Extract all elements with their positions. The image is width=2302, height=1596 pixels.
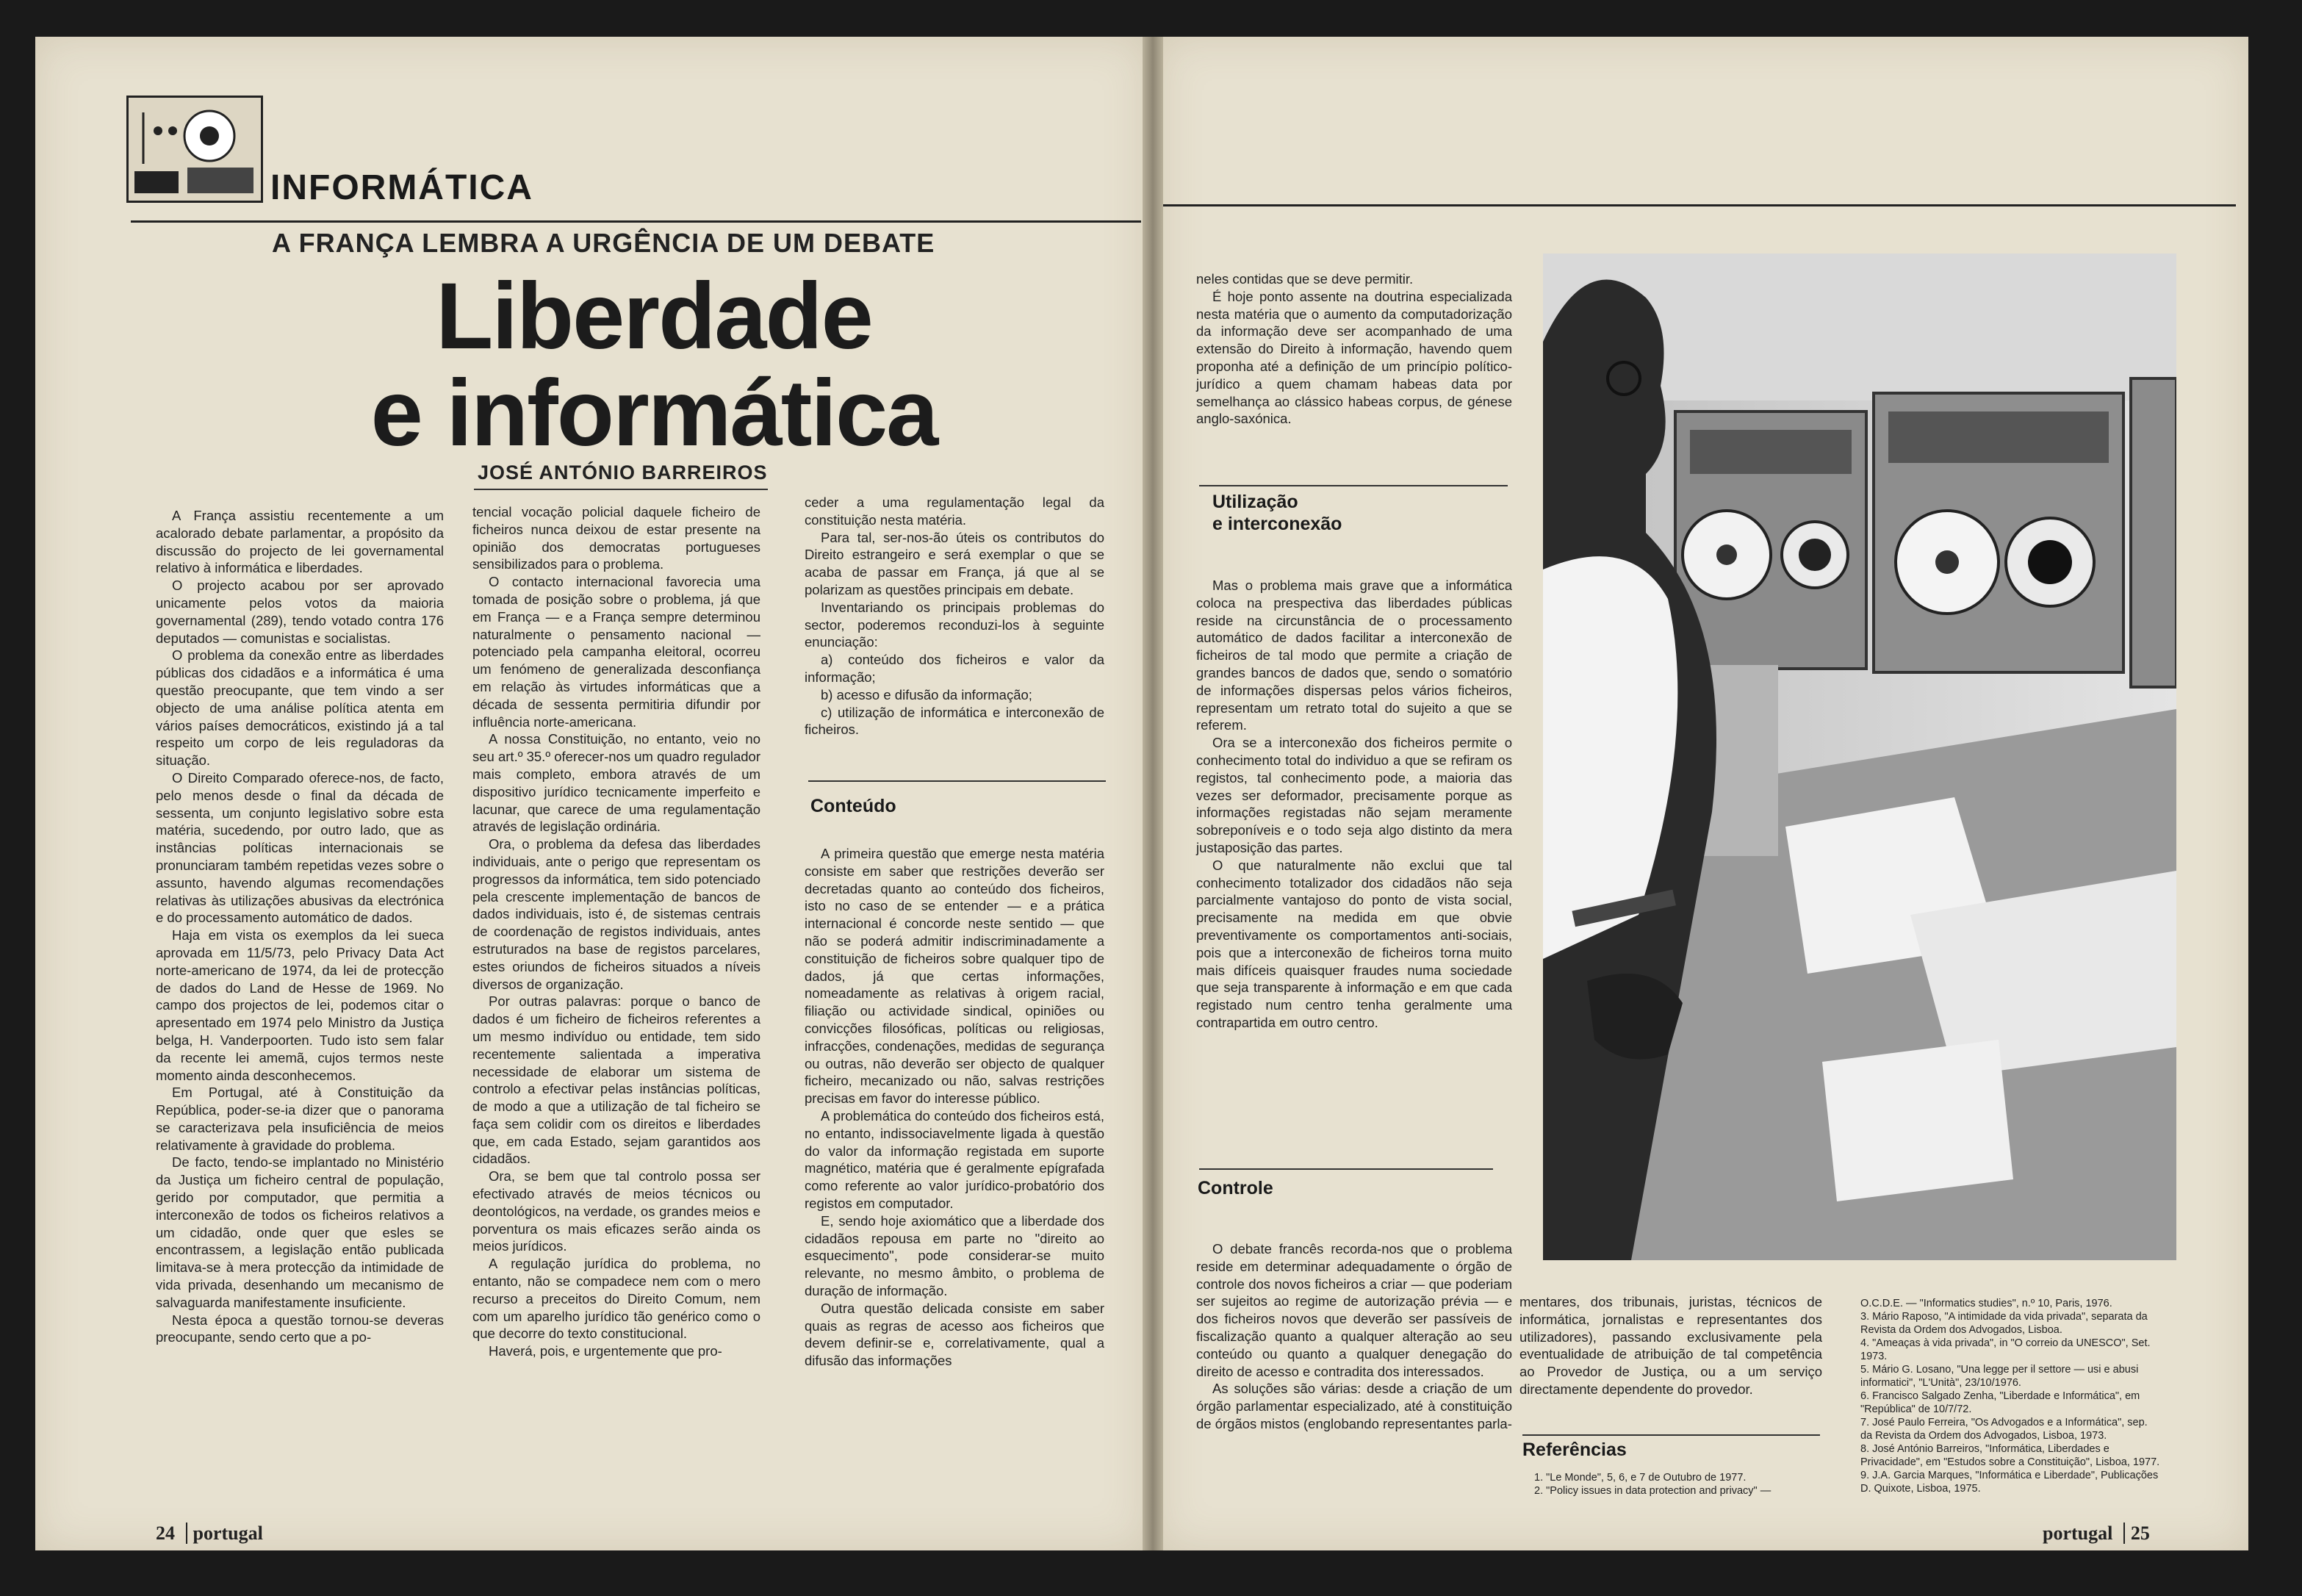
paragraph: Haja em vista os exemplos da lei sueca aprovada em 11/5/73, pelo Privacy Data Act norte-americano de 1974, da lei de protecção de dados do Land de Hesse de 1969. No campo dos projectos de lei, podemos citar o apresentado em 1974 pelo Ministro da Justiça belga, H. Vanderpoorten. Tudo isto sem falar da recente lei amemã, cujos termos neste momento ainda desconhecemos.	[156, 927, 444, 1083]
subhead-utilizacao	[1212, 491, 1342, 535]
article-kicker: A FRANÇA LEMBRA A URGÊNCIA DE UM DEBATE	[272, 228, 935, 258]
paragraph: Em Portugal, até à Constituição da República, poder-se-ia dizer que o panorama se caracterizava pela insuficiência de meios relativamente à gravidade do problema.	[156, 1085, 444, 1153]
section-rule	[808, 780, 1106, 782]
paragraph: A nossa Constituição, no entanto, veio no seu art.º 35.º oferecer-nos um quadro regulador mais completo, embora através de um dispositivo jurídico tecnicamente imperfeito e lacunar, que carece de uma regulamentação através de legislação ordinária.	[472, 731, 760, 835]
section-label: INFORMÁTICA	[270, 168, 533, 207]
column-1	[156, 507, 444, 1346]
references-list-b	[1860, 1297, 2162, 1495]
reference-item: 8. José António Barreiros, "Informática, Liberdades e Privacidade", em "Estudos sobre a Constituição", Lisboa, 1977.	[1860, 1443, 2160, 1468]
column-4-middle	[1196, 577, 1512, 1032]
paragraph: De facto, tendo-se implantado no Ministério da Justiça um ficheiro central de população, gerido por computador, que permitia a interconexão de todos os ficheiros relativos a um cidadão, onde quer que esles se encontrassem, a legislação então publicada limitava-se à mera protecção da intimidade de vida privada, desenhando um mecanismo de salvaguarda manifestamente insuficiente.	[156, 1154, 444, 1310]
paragraph: É hoje ponto assente na doutrina especializada nesta matéria que o aumento da computadorização da informação deve ser acompanhado de uma extensão do Direito à informação, havendo quem proponha até a definição de um princípio político-jurídico a quem chamam habeas data por semelhança ao clássico habeas corpus, de génese anglo-saxónica.	[1196, 288, 1512, 427]
column-4-bottom	[1196, 1240, 1512, 1433]
paragraph: Por outras palavras: porque o banco de dados é um ficheiro de ficheiros referentes a um mesmo indivíduo ou entidade, tem sido recentemente salientada a imperativa necessidade de elaborar um sistema de controlo a efectivar pelas instâncias políticas, de modo a que a utilização de tal ficheiro se faça sem colidir com os direitos e liberdades que, em cada Estado, sejam garantidos aos cidadãos.	[472, 993, 760, 1167]
column-3-top	[805, 494, 1104, 738]
article-title	[323, 264, 985, 466]
article-byline: JOSÉ ANTÓNIO BARREIROS	[478, 461, 768, 484]
page-number: 24	[156, 1523, 175, 1544]
paragraph: A primeira questão que emerge nesta matéria consiste em saber que restrições deverão ser decretadas quanto ao conteúdo dos ficheiros, isto no caso de se entender — e a prática internacional é concorde neste sentido — que não se poderá admitir indiscriminadamente a constituição de ficheiros sobre qualquer tipo de dados, já que certas informações, nomeadamente as relativas à origem racial, filiação ou actividade sindical, opiniões ou convicções filosóficas, políticas ou religiosas, infracções, condenações, medidas de segurança ou outras, não deverão ser objecto de qualquer ficheiro, mecanizado ou não, salvas restrições precisas em favor do interesse público.	[805, 846, 1104, 1107]
magazine-brand: portugal	[2043, 1523, 2113, 1544]
reference-item: 1. "Le Monde", 5, 6, e 7 de Outubro de 1977.	[1534, 1472, 1747, 1484]
column-2	[472, 503, 760, 1360]
subhead-controle: Controle	[1198, 1178, 1273, 1198]
reference-item: 4. "Ameaças à vida privada", in "O correio da UNESCO", Set. 1973.	[1860, 1337, 2151, 1362]
column-3-bottom	[805, 845, 1104, 1370]
paragraph: Ora, se bem que tal controlo possa ser efectivado através de meios técnicos ou deontológicos, na verdade, os grandes meios e porventura os mais eficazes serão ainda os meios jurídicos.	[472, 1168, 760, 1254]
section-logo-icon	[126, 96, 263, 203]
paragraph: A problemática do conteúdo dos ficheiros está, no entanto, indissociavelmente ligada à questão do valor da informação registada em suporte magnético, matéria que é geralmente epígrafada como referente ao valor jurídico-probatório dos registos em computador.	[805, 1107, 1104, 1211]
byline-rule	[474, 489, 768, 490]
subhead-referencias: Referências	[1522, 1439, 1627, 1460]
reference-item: 9. J.A. Garcia Marques, "Informática e Liberdade", Publicações D. Quixote, Lisboa, 1975.	[1860, 1470, 2159, 1495]
paragraph: Mas o problema mais grave que a informática coloca na prespectiva das liberdades públicas reside na circunstância de o processamento automático de dados facilitar a interconexão de ficheiros de tal modo que permite a criação de grandes bancos de dados que, sendo o somatório de informações dispersas pelos vários ficheiros, representam um retrato total do sujeito a que se referem.	[1196, 578, 1512, 733]
footer-left	[156, 1523, 263, 1545]
paragraph: O projecto acabou por ser aprovado unicamente pelos votos da maioria governamental (289), tendo votado contra 176 deputados — comunistas e socialistas.	[156, 578, 444, 646]
references-list-a	[1534, 1471, 1824, 1498]
paragraph: Inventariando os principais problemas do sector, poderemos reconduzi-los à seguinte enunciação:	[805, 599, 1104, 650]
paragraph: Ora se a interconexão dos ficheiros permite o conhecimento total do individuo a que se refiram os registos, tal conhecimento pode, a maioria das vezes ser deformador, precisamente porque as informações registadas não sejam meramente sobreponíveis e o todo seja algo distinto da mera justaposição das partes.	[1196, 735, 1512, 855]
paragraph: neles contidas que se deve permitir.	[1196, 271, 1414, 287]
title-line-1: Liberdade	[436, 264, 872, 369]
page-number: 25	[2130, 1523, 2150, 1544]
paragraph: Ora, o problema da defesa das liberdades individuais, ante o perigo que representam os progressos da informática, tem sido potenciado pela crescente implementação de bancos de dados individuais, isto é, de sistemas centrais de coordenação de registos individuais, antes estruturados na base de registos parcelares, estes oriundos de ficheiros situados a níveis diversos de organização.	[472, 836, 760, 992]
paragraph: O problema da conexão entre as liberdades públicas dos cidadãos e a informática é uma questão preocupante, que tem vindo a ser objecto de uma análise política atenta em vários países democráticos, existindo já a tal respeito um corpo de leis reguladoras da situação.	[156, 647, 444, 769]
reference-item: 3. Mário Raposo, "A intimidade da vida privada", separata da Revista da Ordem dos Advogados, Lisboa.	[1860, 1311, 2148, 1336]
header-rule	[131, 220, 1141, 223]
reference-item: 5. Mário G. Losano, "Una legge per il settore — usi e abusi informatici", "L'Unità", 23/10/1976.	[1860, 1364, 2139, 1389]
paragraph: Outra questão delicada consiste em saber quais as regras de acesso aos ficheiros que devem definir-se e, correlativamente, qual a difusão das informações	[805, 1300, 1104, 1369]
section-rule	[1199, 485, 1508, 486]
section-rule	[1199, 1168, 1493, 1170]
paragraph: E, sendo hoje axiomático que a liberdade dos cidadãos repousa em parte no "direito ao esquecimento", pode considerar-se muito relevante, no mesmo âmbito, o problema de duração de informação.	[805, 1212, 1104, 1298]
paragraph: mentares, dos tribunais, juristas, técnicos de informática, jornalistas e representantes dos utilizadores), passando exclusivamente pela eventualidade de atribuição de tal competência ao Provedor de Justiça, ou a um serviço directamente dependente do provedor.	[1519, 1294, 1822, 1397]
paragraph: tencial vocação policial daquele ficheiro de ficheiros nunca deixou de estar presente na opinião dos democratas portugueses sensibilizados para o problema.	[472, 504, 760, 572]
column-5	[1519, 1293, 1822, 1398]
paragraph: Para tal, ser-nos-ão úteis os contributos do Direito estrangeiro e será exemplar o que se acaba de passar em França, já que al se polarizam as questões principais em debate.	[805, 529, 1104, 597]
paragraph: Haverá, pois, e urgentemente que pro-	[489, 1343, 722, 1359]
reference-item: 7. José Paulo Ferreira, "Os Advogados e a Informática", sep. da Revista da Ordem dos Advogados, Lisboa, 1973.	[1860, 1417, 2148, 1442]
paragraph: A França assistiu recentemente a um acalorado debate parlamentar, a propósito da discussão do projecto de lei governamental relativo à informática e liberdades.	[156, 508, 444, 576]
paragraph: O contacto internacional favorecia uma tomada de posição sobre o problema, já que em França — e a França sempre determinou naturalmente o pensamento nacional — potenciado pela campanha eleitoral, ocorreu um fenómeno de generalizada desconfiança em relação às virtudes informáticas que a década de sessenta permitiria difundir por influência norte-americana.	[472, 574, 760, 730]
footer-right	[2043, 1523, 2150, 1545]
subhead-conteudo: Conteúdo	[810, 796, 896, 816]
reference-item: O.C.D.E. — "Informatics studies", n.º 10, Paris, 1976.	[1860, 1298, 2112, 1309]
subhead-line: Utilização	[1212, 492, 1298, 512]
paragraph: Nesta época a questão tornou-se deveras preocupante, sendo certo que a po-	[156, 1312, 444, 1345]
magazine-brand: portugal	[193, 1523, 263, 1544]
header-rule-right	[1163, 204, 2236, 206]
list-item: a) conteúdo dos ficheiros e valor da informação;	[805, 652, 1104, 685]
list-item: b) acesso e difusão da informação;	[821, 686, 1032, 702]
title-line-2: e informática	[370, 361, 938, 466]
computer-operator-photo	[1543, 254, 2176, 1260]
subhead-line: e interconexão	[1212, 514, 1342, 534]
paragraph: As soluções são várias: desde a criação de um órgão parlamentar especializado, até à constituição de órgãos mistos (englobando representantes parla-	[1196, 1381, 1512, 1431]
reference-item: 2. "Policy issues in data protection and privacy" —	[1534, 1485, 1772, 1497]
list-item: c) utilização de informática e interconexão de ficheiros.	[805, 704, 1104, 738]
column-4-top	[1196, 270, 1512, 428]
paragraph: ceder a uma regulamentação legal da constituição nesta matéria.	[805, 495, 1104, 528]
paragraph: O que naturalmente não exclui que tal conhecimento totalizador dos cidadãos não seja parcialmente vantajoso do ponto de vista social, precisamente na medida em que obvie preventivamente os comportamentos anti-sociais, pois que a interconexão de ficheiros torna muito mais difíceis quaisquer fraudes numa sociedade que seja transparente à informação e em que cada registado num centro tenha geralmente uma contrapartida em outro centro.	[1196, 857, 1512, 1030]
binding-gutter	[1143, 37, 1163, 1550]
paragraph: O Direito Comparado oferece-nos, de facto, pelo menos desde o final da década de sessenta, um conjunto legislativo sobre esta matéria, sucedendo, por outro lado, que as instâncias políticas internacionais se pronunciaram também repetidas vezes sobre o assunto, havendo algumas recomendações relativas às utilizações abusivas da electrónica e do processamento automático de dados.	[156, 769, 444, 926]
reference-item: 6. Francisco Salgado Zenha, "Liberdade e Informática", em "República" de 10/7/72.	[1860, 1390, 2140, 1415]
paragraph: A regulação jurídica do problema, no entanto, não se compadece nem com o mero recurso a preceitos do Direito Comum, nem com um aparelho jurídico tão genérico como o que decorre do texto constitucional.	[472, 1256, 760, 1342]
paragraph: O debate francês recorda-nos que o problema reside em determinar adequadamente o órgão de controle dos novos ficheiros a criar — que poderiam ser sujeitos ao regime de autorização prévia — e dos ficheiros novos que deverão ser passíveis de fiscalização quanto a qualquer alteração ao seu conteúdo ou quanto a qualquer denegação do direito de acesso e contradita dos interessados.	[1196, 1241, 1512, 1379]
section-rule	[1522, 1434, 1820, 1436]
